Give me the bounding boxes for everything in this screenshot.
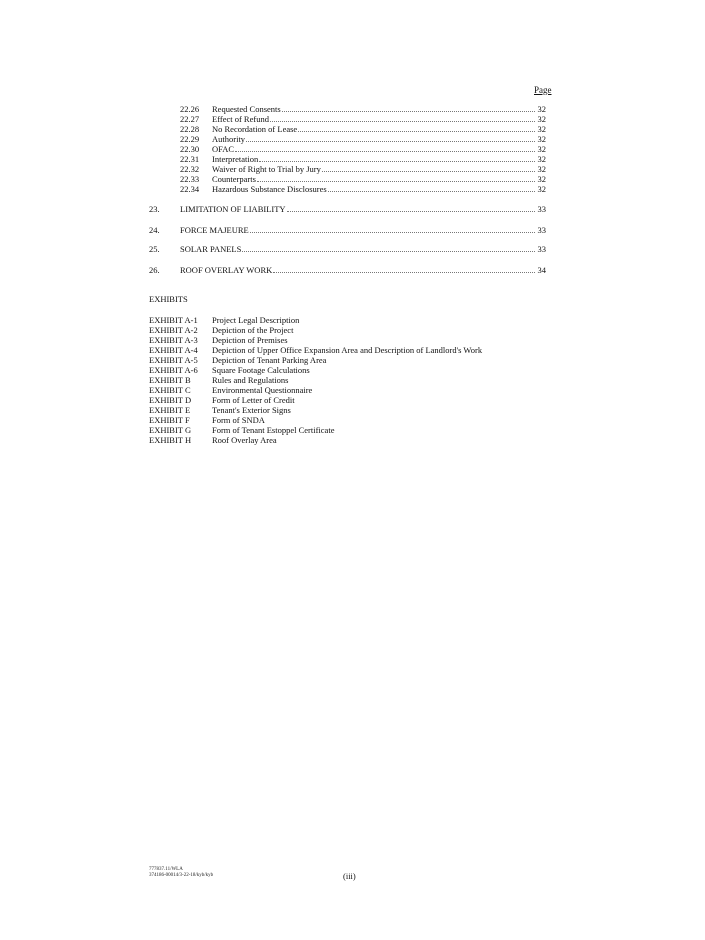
toc-number: 22.28 xyxy=(180,124,200,134)
toc-entry[interactable] xyxy=(180,184,546,194)
section-title: FORCE MAJEURE xyxy=(180,225,249,235)
exhibit-description: Tenant's Exterior Signs xyxy=(212,405,291,415)
section-number: 23. xyxy=(149,204,160,214)
toc-section[interactable] xyxy=(149,225,546,236)
exhibit-label: EXHIBIT A-3 xyxy=(149,335,198,345)
dot-leader xyxy=(242,244,535,252)
toc-title: No Recordation of Lease xyxy=(212,124,298,134)
exhibit-description: Form of Tenant Estoppel Certificate xyxy=(212,425,335,435)
toc-title: OFAC xyxy=(212,144,235,154)
toc-title: Counterparts xyxy=(212,174,256,184)
exhibit-entry[interactable] xyxy=(149,425,334,435)
section-number: 25. xyxy=(149,244,160,254)
toc-title: Requested Consents xyxy=(212,104,281,114)
toc-number: 22.32 xyxy=(180,164,200,174)
exhibit-entry[interactable] xyxy=(149,345,482,355)
exhibit-label: EXHIBIT H xyxy=(149,435,192,445)
dot-leader xyxy=(273,265,535,273)
footer-matter-code: 374186-00014/3-22-18/kyb/kyb xyxy=(149,873,214,878)
toc-entry[interactable] xyxy=(180,134,546,144)
page-label: Page xyxy=(534,85,552,95)
toc-entry[interactable] xyxy=(180,174,546,184)
section-number: 26. xyxy=(149,265,160,275)
toc-title: Hazardous Substance Disclosures xyxy=(212,184,327,194)
toc-page: 32 xyxy=(537,174,546,184)
section-number: 24. xyxy=(149,225,160,235)
exhibit-label: EXHIBIT E xyxy=(149,405,191,415)
toc-page: 32 xyxy=(537,134,546,144)
toc-page: 32 xyxy=(537,164,546,174)
dot-leader xyxy=(287,204,535,212)
dot-leader xyxy=(257,174,535,182)
exhibit-entry[interactable] xyxy=(149,435,277,445)
toc-entry[interactable] xyxy=(180,114,546,124)
toc-number: 22.33 xyxy=(180,174,200,184)
exhibit-entry[interactable] xyxy=(149,415,265,425)
toc-entry[interactable] xyxy=(180,164,546,174)
exhibit-entry[interactable] xyxy=(149,315,299,325)
toc-section[interactable] xyxy=(149,244,546,255)
exhibit-description: Square Footage Calculations xyxy=(212,365,310,375)
exhibit-entry[interactable] xyxy=(149,325,293,335)
dot-leader xyxy=(322,164,535,172)
toc-title: Waiver of Right to Trial by Jury xyxy=(212,164,321,174)
dot-leader xyxy=(298,124,535,132)
toc-page: 32 xyxy=(537,144,546,154)
exhibit-description: Project Legal Description xyxy=(212,315,300,325)
dot-leader xyxy=(328,184,535,192)
toc-title: Interpretation xyxy=(212,154,259,164)
toc-page: 32 xyxy=(537,154,546,164)
toc-number: 22.30 xyxy=(180,144,200,154)
exhibit-entry[interactable] xyxy=(149,375,289,385)
exhibit-label: EXHIBIT A-4 xyxy=(149,345,198,355)
exhibit-entry[interactable] xyxy=(149,385,312,395)
exhibit-description: Depiction of Tenant Parking Area xyxy=(212,355,327,365)
dot-leader xyxy=(246,134,535,142)
toc-number: 22.26 xyxy=(180,104,200,114)
exhibit-description: Roof Overlay Area xyxy=(212,435,277,445)
exhibit-description: Environmental Questionnaire xyxy=(212,385,313,395)
toc-number: 22.29 xyxy=(180,134,200,144)
toc-number: 22.31 xyxy=(180,154,200,164)
section-title: LIMITATION OF LIABILITY xyxy=(180,204,286,214)
exhibit-entry[interactable] xyxy=(149,405,291,415)
toc-number: 22.27 xyxy=(180,114,200,124)
exhibit-label: EXHIBIT B xyxy=(149,375,191,385)
footer-doc-code: 777837.11/WLA xyxy=(149,867,183,872)
exhibit-label: EXHIBIT A-1 xyxy=(149,315,198,325)
footer-page-number: (iii) xyxy=(343,871,356,881)
exhibit-label: EXHIBIT D xyxy=(149,395,192,405)
section-title: ROOF OVERLAY WORK xyxy=(180,265,273,275)
toc-number: 22.34 xyxy=(180,184,200,194)
toc-entry[interactable] xyxy=(180,154,546,164)
exhibit-entry[interactable] xyxy=(149,365,310,375)
dot-leader xyxy=(270,114,535,122)
exhibit-entry[interactable] xyxy=(149,335,288,345)
toc-page: 32 xyxy=(537,104,546,114)
exhibit-description: Rules and Regulations xyxy=(212,375,289,385)
toc-entry[interactable] xyxy=(180,144,546,154)
dot-leader xyxy=(282,104,535,112)
section-page: 33 xyxy=(537,244,546,254)
exhibit-label: EXHIBIT A-6 xyxy=(149,365,198,375)
section-title: SOLAR PANELS xyxy=(180,244,242,254)
dot-leader xyxy=(250,225,535,233)
toc-page: 32 xyxy=(537,184,546,194)
exhibit-description: Depiction of Upper Office Expansion Area and Description of Landlord's Work xyxy=(212,345,483,355)
dot-leader xyxy=(259,154,535,162)
exhibit-description: Form of Letter of Credit xyxy=(212,395,295,405)
toc-section[interactable] xyxy=(149,204,546,215)
exhibit-label: EXHIBIT A-2 xyxy=(149,325,198,335)
toc-section[interactable] xyxy=(149,265,546,276)
exhibits-heading: EXHIBITS xyxy=(149,294,188,304)
exhibit-description: Depiction of Premises xyxy=(212,335,288,345)
toc-page: 32 xyxy=(537,124,546,134)
exhibit-label: EXHIBIT F xyxy=(149,415,190,425)
section-page: 33 xyxy=(537,225,546,235)
exhibit-description: Form of SNDA xyxy=(212,415,265,425)
toc-title: Effect of Refund xyxy=(212,114,269,124)
exhibit-entry[interactable] xyxy=(149,395,295,405)
section-page: 33 xyxy=(537,204,546,214)
exhibit-label: EXHIBIT C xyxy=(149,385,191,395)
toc-entry[interactable] xyxy=(180,124,546,134)
exhibit-description: Depiction of the Project xyxy=(212,325,294,335)
exhibit-label: EXHIBIT A-5 xyxy=(149,355,198,365)
toc-page: 32 xyxy=(537,114,546,124)
dot-leader xyxy=(235,144,535,152)
exhibit-label: EXHIBIT G xyxy=(149,425,192,435)
section-page: 34 xyxy=(537,265,546,275)
toc-entry[interactable] xyxy=(180,104,546,114)
toc-title: Authority xyxy=(212,134,246,144)
exhibit-entry[interactable] xyxy=(149,355,326,365)
